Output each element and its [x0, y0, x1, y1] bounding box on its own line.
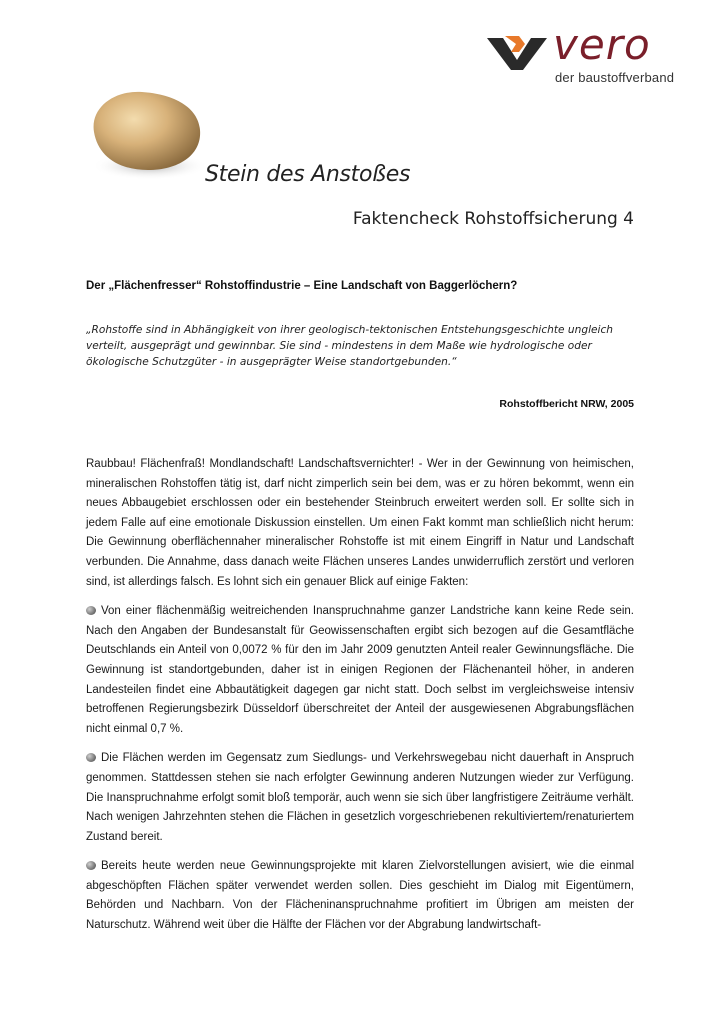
logo-subtitle: der baustoffverband	[555, 70, 675, 85]
bullet-text: Von einer flächenmäßig weitreichenden Inanspruchnahme ganzer Landstriche kann keine Rede sein. Nach den Angaben der Bundesanstalt für Geowissenschaften ergibt sich bezogen auf die Gesamtfläche Deutschlands ein Anteil von 0,0072 % für den im Jahr 2009 genutzten Anteil realer Gewinnungsfläche. Die Gewinnung ist standortgebunden, daher ist in einigen Regionen der Flächenanteil höher, in anderen Landesteilen findet eine Abbautätigkeit dagegen gar nicht statt. Doch selbst im vergleichsweise intensiv betroffenen Regierungsbezirk Düsseldorf überschreitet der Anteil der ausgewiesenen Abgrabungsflächen nicht einmal 0,7 %.	[86, 605, 634, 735]
bullet-text: Die Flächen werden im Gegensatz zum Siedlungs- und Verkehrswegebau nicht dauerhaft in Anspruch genommen. Stattdessen stehen sie nach erfolgter Gewinnung anderen Nutzungen wieder zur Verfügung. Die Inanspruchnahme erfolgt somit bloß temporär, auch wenn sie sich über langfristigere Zeiträume verhält. Nach wenigen Jahrzehnten stehen die Flächen in gesetzlich vorgeschriebenen rekultiviertem/renaturiertem Zustand bereit.	[86, 752, 634, 843]
logo-wordmark: vero	[553, 20, 651, 69]
stone-image	[80, 80, 210, 195]
article-heading: Der „Flächenfresser“ Rohstoffindustrie – Eine Landschaft von Baggerlöchern?	[86, 280, 518, 292]
bullet-paragraph	[86, 857, 634, 935]
logo-chevron-icon	[485, 32, 549, 72]
bullet-icon	[86, 753, 96, 762]
quote: „Rohstoffe sind in Abhängigkeit von ihrer geologisch-tektonischen Entstehungsgeschichte ungleich verteilt, ausgeprägt und gewinnbar. Sie sind - mindestens in dem Maße wie hydrologische oder ökologische Schutzgüter - in ausgeprägter Weise standortgebunden.“	[86, 324, 614, 368]
document-title: Faktencheck Rohstoffsicherung 4	[352, 209, 634, 229]
quote-source: Rohstoffbericht NRW, 2005	[499, 398, 634, 410]
article-body	[86, 455, 634, 946]
bullet-icon	[86, 606, 96, 615]
vero-logo	[485, 20, 690, 88]
bullet-paragraph	[86, 602, 634, 739]
bullet-paragraph	[86, 749, 634, 847]
motto: Stein des Anstoßes	[205, 162, 411, 187]
bullet-icon	[86, 861, 96, 870]
bullet-text: Bereits heute werden neue Gewinnungsprojekte mit klaren Zielvorstellungen avisiert, wie die einmal abgeschöpften Flächen später verwendet werden sollen. Dies geschieht im Dialog mit Eigentümern, Behörden und Nachbarn. Von der Flächeninanspruchnahme profitiert im Übrigen am meisten der Naturschutz. Während weit über die Hälfte der Flächen vor der Abgrabung landwirtschaft-	[86, 860, 634, 932]
intro-paragraph: Raubbau! Flächenfraß! Mondlandschaft! Landschaftsvernichter! - Wer in der Gewinnung von heimischen, mineralischen Rohstoffen tätig ist, darf nicht zimperlich sein bei dem, was er zu hören bekommt, wenn ein neues Abbaugebiet erschlossen oder ein bestehender Steinbruch erweitert werden soll. Er sollte sich in jedem Falle auf eine emotionale Diskussion einstellen. Um einen Fakt kommt man schließlich nicht herum: Die Gewinnung oberflächennaher mineralischer Rohstoffe ist mit einem Eingriff in Natur und Landschaft verbunden. Die Annahme, dass danach weite Flächen unseres Landes unwiderruflich zerstört und verloren sind, ist allerdings falsch. Es lohnt sich ein genauer Blick auf einige Fakten:	[86, 458, 634, 588]
